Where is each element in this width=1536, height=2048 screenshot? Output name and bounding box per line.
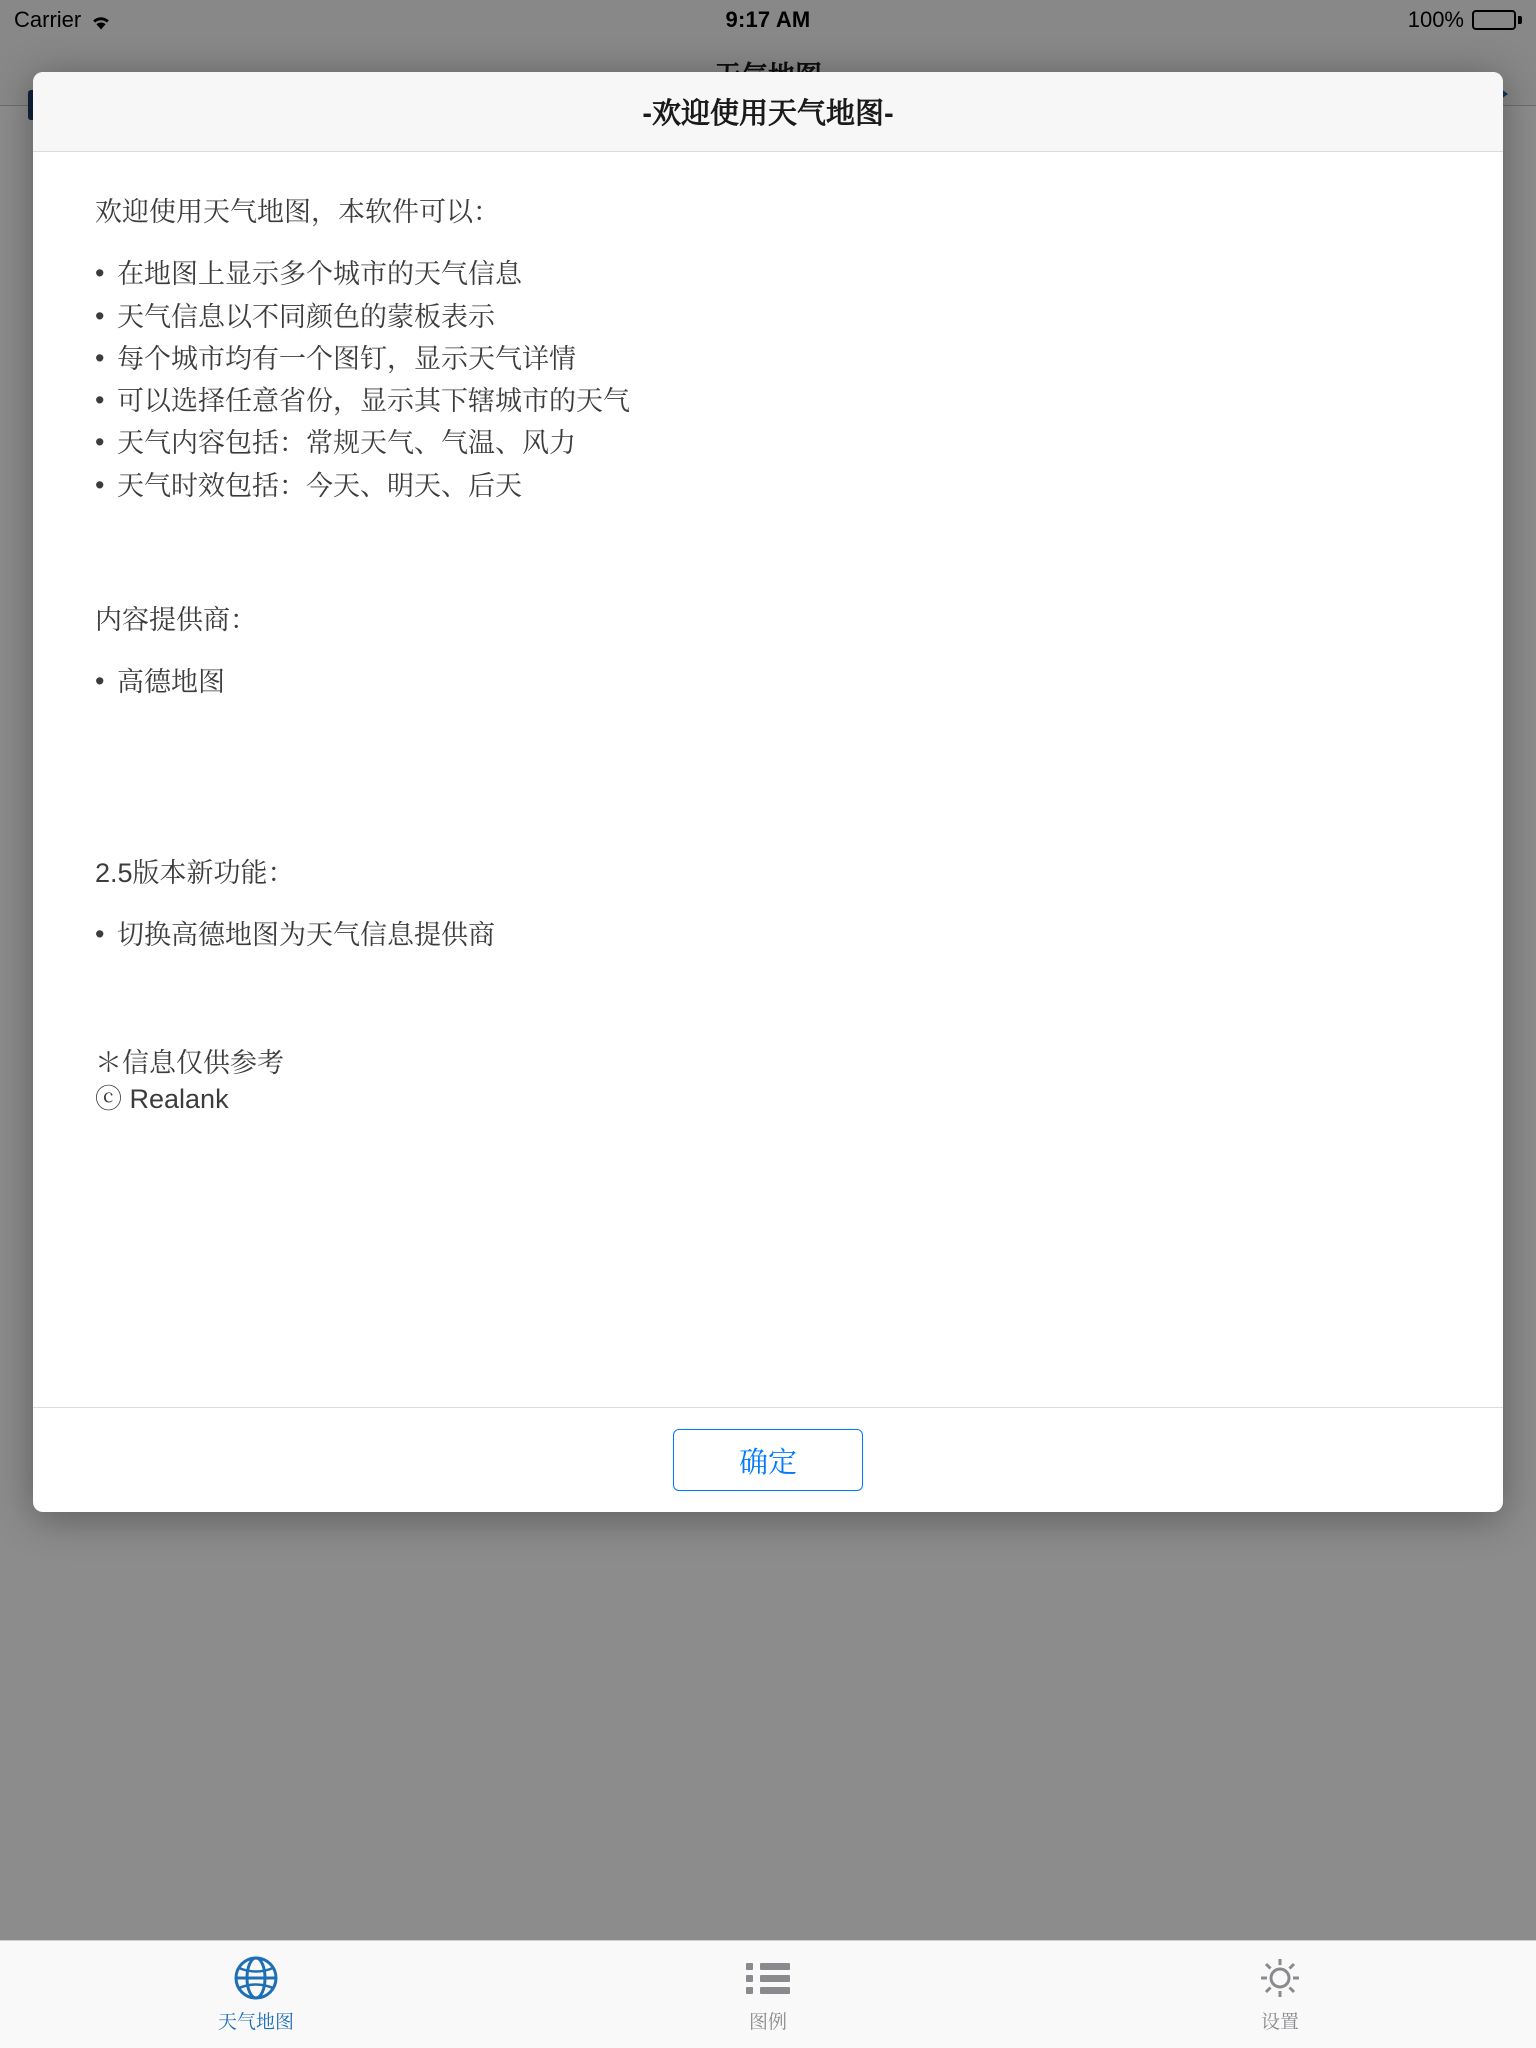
list-item: • 天气时效包括：今天、明天、后天 [95,468,1441,505]
list-item: • 切换高德地图为天气信息提供商 [95,917,1441,954]
list-item: • 天气信息以不同颜色的蒙板表示 [95,299,1441,336]
disclaimer-text: ＊信息仅供参考 [95,1048,284,1079]
welcome-dialog [33,72,1503,1512]
tab-label: 设置 [1260,2012,1299,2033]
globe-icon [233,1955,279,2001]
provider-heading: 内容提供商： [95,604,257,635]
tab-bar [0,1940,1536,2048]
confirm-button[interactable]: 确定 [673,1429,863,1491]
spacer [95,799,1441,855]
carrier-label: Carrier [14,7,82,32]
list-item: • 在地图上显示多个城市的天气信息 [95,256,1441,293]
list-item: • 每个城市均有一个图钉，显示天气详情 [95,341,1441,378]
provider-list [95,664,1441,701]
list-icon [746,1955,790,2001]
footnotes [95,1046,1441,1118]
tab-weather-map[interactable] [0,1941,512,2048]
gear-icon [1257,1955,1303,2001]
tab-legend[interactable] [512,1941,1024,2048]
whatsnew-list [95,917,1441,954]
dialog-footer [33,1407,1503,1512]
status-bar-clock: 9:17 AM [725,7,811,32]
spacer [95,510,1441,602]
tab-settings[interactable] [1024,1941,1536,2048]
dialog-body [33,152,1503,1407]
tab-label: 图例 [748,2012,787,2033]
copyright-text: ⓒ Realank [95,1084,229,1115]
list-item: • 高德地图 [95,664,1441,701]
list-item: • 可以选择任意省份，显示其下辖城市的天气 [95,383,1441,420]
list-item: • 天气内容包括：常规天气、气温、风力 [95,425,1441,462]
feature-list [95,256,1441,505]
battery-percent-label: 100% [1407,7,1464,32]
dialog-header [33,72,1503,152]
intro-text: 欢迎使用天气地图，本软件可以： [95,197,500,227]
spacer [95,707,1441,799]
whatsnew-heading: 2.5版本新功能： [95,857,295,888]
tab-label: 天气地图 [217,2012,294,2033]
dialog-title: -欢迎使用天气地图- [642,98,894,130]
